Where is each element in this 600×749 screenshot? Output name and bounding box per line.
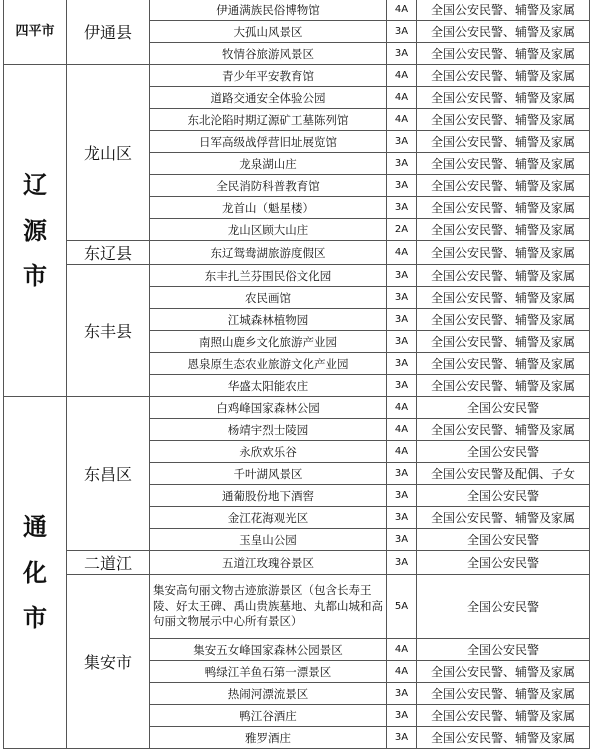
city-cell bbox=[4, 397, 67, 749]
county-cell: 东丰县 bbox=[67, 265, 150, 397]
grade-cell: 4A bbox=[387, 65, 417, 87]
scenic-spot-name: 大孤山风景区 bbox=[150, 21, 387, 43]
scenic-spot-name: 龙首山（魁星楼） bbox=[150, 197, 387, 219]
table-row bbox=[4, 241, 590, 265]
grade-cell: 3A bbox=[387, 175, 417, 197]
grade-cell: 4A bbox=[387, 0, 417, 21]
grade-cell: 3A bbox=[387, 353, 417, 375]
scenic-spot-name: 东北沦陷时期辽源矿工墓陈列馆 bbox=[150, 109, 387, 131]
benefit-cell: 全国公安民警及配偶、子女 bbox=[417, 463, 590, 485]
scenic-spot-name: 白鸡峰国家森林公园 bbox=[150, 397, 387, 419]
benefit-cell: 全国公安民警、辅警及家属 bbox=[417, 131, 590, 153]
benefit-cell: 全国公安民警、辅警及家属 bbox=[417, 265, 590, 287]
scenic-spot-name: 雅罗酒庄 bbox=[150, 727, 387, 749]
scenic-spot-name: 集安五女峰国家森林公园景区 bbox=[150, 639, 387, 661]
benefit-cell: 全国公安民警、辅警及家属 bbox=[417, 419, 590, 441]
benefit-cell: 全国公安民警 bbox=[417, 397, 590, 419]
benefit-cell: 全国公安民警、辅警及家属 bbox=[417, 175, 590, 197]
grade-cell: 4A bbox=[387, 661, 417, 683]
benefit-cell: 全国公安民警 bbox=[417, 485, 590, 507]
scenic-spot-name: 道路交通安全体验公园 bbox=[150, 87, 387, 109]
benefit-cell: 全国公安民警、辅警及家属 bbox=[417, 353, 590, 375]
grade-cell: 3A bbox=[387, 727, 417, 749]
scenic-spot-name: 华盛太阳能农庄 bbox=[150, 375, 387, 397]
scenic-spot-name: 农民画馆 bbox=[150, 287, 387, 309]
city-name: 四平市 bbox=[15, 23, 55, 39]
grade-cell: 4A bbox=[387, 639, 417, 661]
scenic-spot-name: 日军高级战俘营旧址展览馆 bbox=[150, 131, 387, 153]
scenic-spot-name: 五道江玫瑰谷景区 bbox=[150, 551, 387, 575]
scenic-spots-table bbox=[3, 0, 590, 749]
table-row bbox=[4, 0, 590, 21]
benefit-cell: 全国公安民警 bbox=[417, 639, 590, 661]
grade-cell: 4A bbox=[387, 87, 417, 109]
county-cell: 伊通县 bbox=[67, 0, 150, 65]
county-cell: 东辽县 bbox=[67, 241, 150, 265]
benefit-cell: 全国公安民警、辅警及家属 bbox=[417, 287, 590, 309]
grade-cell: 3A bbox=[387, 375, 417, 397]
scenic-spot-name: 热闹河漂流景区 bbox=[150, 683, 387, 705]
table-row bbox=[4, 397, 590, 419]
grade-cell: 4A bbox=[387, 241, 417, 265]
benefit-cell: 全国公安民警、辅警及家属 bbox=[417, 43, 590, 65]
benefit-cell: 全国公安民警、辅警及家属 bbox=[417, 331, 590, 353]
benefit-cell: 全国公安民警、辅警及家属 bbox=[417, 153, 590, 175]
benefit-cell: 全国公安民警、辅警及家属 bbox=[417, 727, 590, 749]
benefit-cell: 全国公安民警、辅警及家属 bbox=[417, 109, 590, 131]
benefit-cell: 全国公安民警、辅警及家属 bbox=[417, 683, 590, 705]
benefit-cell: 全国公安民警、辅警及家属 bbox=[417, 0, 590, 21]
grade-cell: 4A bbox=[387, 419, 417, 441]
grade-cell: 3A bbox=[387, 507, 417, 529]
benefit-cell: 全国公安民警、辅警及家属 bbox=[417, 375, 590, 397]
grade-cell: 3A bbox=[387, 485, 417, 507]
county-cell: 二道江 bbox=[67, 551, 150, 575]
benefit-cell: 全国公安民警 bbox=[417, 529, 590, 551]
scenic-spot-name: 南照山鹿乡文化旅游产业园 bbox=[150, 331, 387, 353]
scenic-spot-name: 杨靖宇烈士陵园 bbox=[150, 419, 387, 441]
grade-cell: 3A bbox=[387, 463, 417, 485]
scenic-spot-name: 龙山区顾大山庄 bbox=[150, 219, 387, 241]
benefit-cell: 全国公安民警、辅警及家属 bbox=[417, 507, 590, 529]
scenic-spot-name: 通葡股份地下酒窖 bbox=[150, 485, 387, 507]
benefit-cell: 全国公安民警 bbox=[417, 551, 590, 575]
scenic-spot-name: 龙泉湖山庄 bbox=[150, 153, 387, 175]
grade-cell: 3A bbox=[387, 309, 417, 331]
scenic-spot-name: 鸭绿江羊鱼石第一漂景区 bbox=[150, 661, 387, 683]
grade-cell: 3A bbox=[387, 21, 417, 43]
grade-cell: 3A bbox=[387, 551, 417, 575]
benefit-cell: 全国公安民警、辅警及家属 bbox=[417, 219, 590, 241]
benefit-cell: 全国公安民警 bbox=[417, 441, 590, 463]
city-cell bbox=[4, 0, 67, 65]
grade-cell: 3A bbox=[387, 287, 417, 309]
city-cell bbox=[4, 65, 67, 397]
city-name: 辽源市 bbox=[23, 170, 47, 291]
benefit-cell: 全国公安民警、辅警及家属 bbox=[417, 197, 590, 219]
table-row bbox=[4, 265, 590, 287]
grade-cell: 4A bbox=[387, 109, 417, 131]
scenic-spot-name: 千叶湖风景区 bbox=[150, 463, 387, 485]
grade-cell: 3A bbox=[387, 153, 417, 175]
benefit-cell: 全国公安民警、辅警及家属 bbox=[417, 21, 590, 43]
grade-cell: 3A bbox=[387, 529, 417, 551]
grade-cell: 3A bbox=[387, 197, 417, 219]
scenic-spot-name: 牧情谷旅游风景区 bbox=[150, 43, 387, 65]
scenic-spot-name: 恩泉原生态农业旅游文化产业园 bbox=[150, 353, 387, 375]
grade-cell: 2A bbox=[387, 219, 417, 241]
grade-cell: 3A bbox=[387, 265, 417, 287]
scenic-spot-name: 金江花海观光区 bbox=[150, 507, 387, 529]
scenic-spot-name: 伊通满族民俗博物馆 bbox=[150, 0, 387, 21]
grade-cell: 4A bbox=[387, 397, 417, 419]
scenic-spot-name: 永欣欢乐谷 bbox=[150, 441, 387, 463]
grade-cell: 4A bbox=[387, 441, 417, 463]
table-row bbox=[4, 65, 590, 87]
grade-cell: 3A bbox=[387, 705, 417, 727]
scenic-spot-name: 玉皇山公园 bbox=[150, 529, 387, 551]
table-row bbox=[4, 551, 590, 575]
grade-cell: 3A bbox=[387, 683, 417, 705]
grade-cell: 3A bbox=[387, 43, 417, 65]
scenic-spot-name: 青少年平安教育馆 bbox=[150, 65, 387, 87]
scenic-spot-name: 鸭江谷酒庄 bbox=[150, 705, 387, 727]
benefit-cell: 全国公安民警、辅警及家属 bbox=[417, 705, 590, 727]
county-cell: 龙山区 bbox=[67, 65, 150, 241]
county-cell: 东昌区 bbox=[67, 397, 150, 551]
city-name: 通化市 bbox=[23, 512, 47, 633]
scenic-spot-name: 集安高句丽文物古迹旅游景区（包含长寿王陵、好太王碑、禹山贵族墓地、丸都山城和高句丽文物展示中心所有景区） bbox=[150, 575, 387, 639]
scenic-spot-name: 东丰扎兰芬围民俗文化园 bbox=[150, 265, 387, 287]
benefit-cell: 全国公安民警、辅警及家属 bbox=[417, 65, 590, 87]
scenic-spot-name: 全民消防科普教育馆 bbox=[150, 175, 387, 197]
benefit-cell: 全国公安民警、辅警及家属 bbox=[417, 661, 590, 683]
grade-cell: 3A bbox=[387, 131, 417, 153]
grade-cell: 3A bbox=[387, 331, 417, 353]
benefit-cell: 全国公安民警、辅警及家属 bbox=[417, 87, 590, 109]
grade-cell: 5A bbox=[387, 575, 417, 639]
benefit-cell: 全国公安民警、辅警及家属 bbox=[417, 241, 590, 265]
county-cell: 集安市 bbox=[67, 575, 150, 749]
scenic-spot-name: 东辽鸳鸯湖旅游度假区 bbox=[150, 241, 387, 265]
table-row bbox=[4, 575, 590, 639]
benefit-cell: 全国公安民警、辅警及家属 bbox=[417, 309, 590, 331]
scenic-spot-name: 江城森林植物园 bbox=[150, 309, 387, 331]
benefit-cell: 全国公安民警 bbox=[417, 575, 590, 639]
